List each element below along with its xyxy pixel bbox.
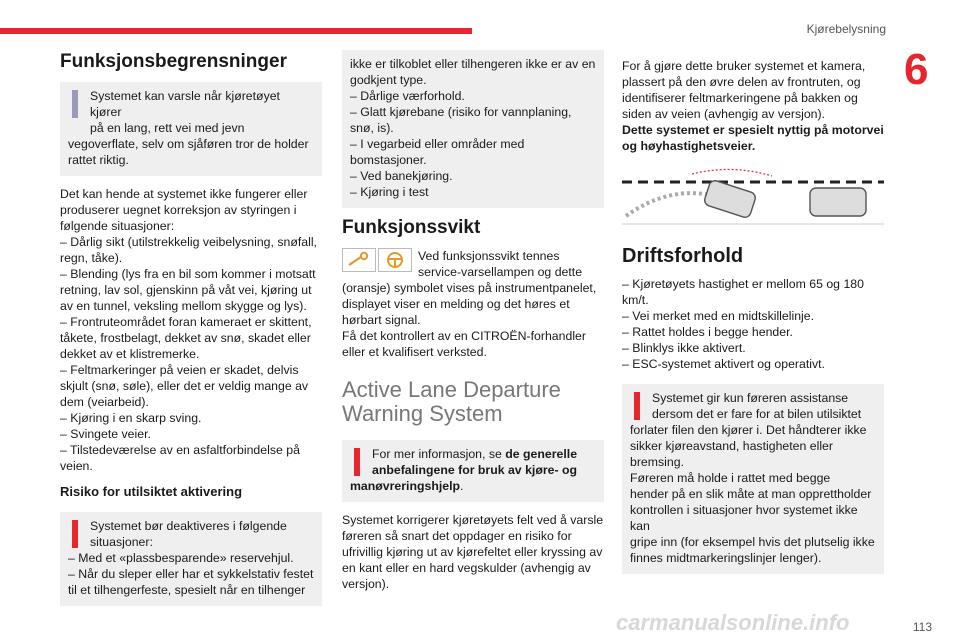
column-1 [60,50,322,616]
warning-icon [72,520,78,548]
text-line: Få det kontrollert av en CITROËN-forhandler [342,329,586,343]
heading-line: Active Lane Departure [342,377,561,402]
warning-line: godkjent type. [350,73,427,87]
text-line: ufrivillig kjøring ut av kjørefeltet eller kryssing av [342,545,603,559]
header-red-bar [0,28,472,34]
info-line: rattet riktig. [68,153,129,167]
warning-text-end [350,479,463,493]
text-line: Systemet korrigerer kjøretøyets felt ved å varsle [342,513,604,527]
text-line: plassert på den øvre delen av frontruten, og [622,75,861,89]
lane-departure-illustration [622,166,884,226]
text-line: – Tilstedeværelse av en asfaltforbindelse på [60,443,300,457]
text-line: versjon). [342,577,390,591]
warning-box-info [342,440,604,502]
warning-text-pre: For mer informasjon, se [372,447,506,461]
text-line: skjult (snø, søle), eller det er veldig mange av [60,379,309,393]
info-line: Systemet kan varsle når kjøretøyet kjører [90,89,280,119]
column-2 [342,50,604,592]
warning-line: ikke er tilkoblet eller tilhengeren ikke er av en [350,57,596,71]
warning-icon [634,392,640,420]
list-item: – Blinklys ikke aktivert. [622,341,746,355]
text-line-bold: og høyhastighetsveier. [622,139,756,153]
warning-bold-link: de generelle [505,447,578,461]
section-heading-alds [342,378,604,426]
text-line: Ved funksjonssvikt tennes [418,249,560,263]
list-item: – Vei merket med en midtskillelinje. [622,309,815,323]
warning-line: bremsing. [630,455,684,469]
fault-icons [342,248,412,272]
section-heading-fault: Funksjonssvikt [342,217,481,238]
fault-text [342,248,604,360]
text-line: en kant eller en hard vegskulder (avhengig av [342,561,591,575]
warning-line: snø, is). [350,121,394,135]
text-line: tåkete, frostbelagt, dekket av snø, skadet eller [60,331,311,345]
text-line: retning, lav sol, gjenskinn på våt vei, kjøring ut [60,283,312,297]
warning-line: – Glatt kjørebane (risiko for vannplaning, [350,105,572,119]
warning-box-continued [342,50,604,208]
warning-line: – Ved banekjøring. [350,169,453,183]
text-line: siden av veien (avhengig av versjon). [622,107,826,121]
warning-line: dersom det er fare for at bilen utilsiktet [652,407,862,421]
text-line: eller et kvalifisert verksted. [342,345,487,359]
text-line: identifiserer feltmarkeringene på bakken og [622,91,858,105]
chapter-number: 6 [900,40,960,106]
column-3 [622,50,884,584]
text-line: – Kjøring i en skarp sving. [60,411,202,425]
warning-line: situasjoner: [90,535,153,549]
warning-line: sikker kjøreavstand, hastigheten eller [630,439,833,453]
warning-line: – I vegarbeid eller områder med [350,137,525,151]
section-heading-conditions: Driftsforhold [622,245,744,267]
wrench-service-icon [342,248,376,272]
warning-line: – Dårlige værforhold. [350,89,465,103]
warning-bold-link: anbefalingene for bruk av kjøre- og [372,463,577,477]
warning-icon [354,448,360,476]
section-heading-limitations: Funksjonsbegrensninger [60,51,287,72]
steering-wheel-icon [378,248,412,272]
text-line: Det kan hende at systemet ikke fungerer eller [60,187,308,201]
watermark: carmanualsonline.info [616,610,850,635]
text-line: dem (veiarbeid). [60,395,149,409]
warning-line: finnes midtmarkeringslinjer lenger). [630,551,822,565]
warning-line: til et tilhengerfeste, spesielt når en tilhenger [68,583,306,597]
warning-text-post: . [460,479,464,493]
subheading-unintended-activation: Risiko for utilsiktet aktivering [60,484,243,499]
list-item: – Kjøretøyets hastighet er mellom 65 og 180 [622,277,864,291]
info-icon [72,90,78,118]
warning-line: – Når du sleper eller har et sykkelstativ festet [68,567,314,581]
text-line: regn, tåke). [60,251,123,265]
text-line: For å gjøre dette bruker systemet et kamera, [622,59,866,73]
text-line: veien. [60,459,93,473]
warning-line: forlater filen den kjører i. Det håndterer ikke [630,423,867,437]
warning-line: Føreren må holde i rattet med begge [630,471,831,485]
text-line: – Blending (lys fra en bil som kommer i motsatt [60,267,316,281]
info-line: på en lang, rett vei med jevn [90,121,245,135]
warning-line: hender på en slik måte at man opprettholder [630,487,872,501]
text-line: hørbart signal. [342,313,421,327]
warning-line: – Kjøring i test [350,185,429,199]
conditions-list [622,276,884,372]
text-line: (oransje) symbolet vises på instrumentpanelet, [342,281,597,295]
text-line: dekket av et klistremerke. [60,347,200,361]
camera-text [622,58,884,154]
page-number: 113 [912,620,932,634]
text-line: følgende situasjoner: [60,219,175,233]
warning-bold-link: manøvreringshjelp [350,479,461,493]
section-title: Kjørebelysning [806,22,886,36]
text-line: – Frontruteområdet foran kameraet er skittent, [60,315,312,329]
heading-line: Warning System [342,401,503,426]
warning-line: Systemet gir kun føreren assistanse [652,391,849,405]
text-line: produserer uegnet korreksjon av styringen i [60,203,297,217]
info-line: vegoverflate, selv om sjåføren tror de holder [68,137,309,151]
text-line: service-varsellampen og dette [418,265,583,279]
warning-line: bomstasjoner. [350,153,427,167]
text-line: – Feltmarkeringer på veien er skadet, delvis [60,363,299,377]
text-line: displayet viser en melding og det høres et [342,297,570,311]
text-line: – Dårlig sikt (utilstrekkelig veibelysning, snøfall, [60,235,317,249]
list-item: – ESC-systemet aktivert og operativt. [622,357,825,371]
warning-box-driver [622,384,884,574]
warning-line: – Med et «plassbesparende» reservehjul. [68,551,294,565]
warning-line: gripe inn (for eksempel hvis det plutselig ikke [630,535,875,549]
alds-text [342,512,604,592]
limitations-text [60,186,322,474]
warning-text [350,446,596,478]
text-line: føreren så snart det oppdager en risiko for [342,529,572,543]
warning-line: Systemet bør deaktiveres i følgende [90,519,287,533]
warning-line: kontrollen i situasjoner hvor systemet ikke kan [630,503,858,533]
warning-box [60,512,322,606]
list-item: – Rattet holdes i begge hender. [622,325,793,339]
text-line: av en tunnel, veksling mellom skygge og lys). [60,299,307,313]
text-line-bold: Dette systemet er spesielt nyttig på motorvei [622,123,884,137]
text-line: – Svingete veier. [60,427,151,441]
info-box [60,82,322,176]
list-item: km/t. [622,293,649,307]
